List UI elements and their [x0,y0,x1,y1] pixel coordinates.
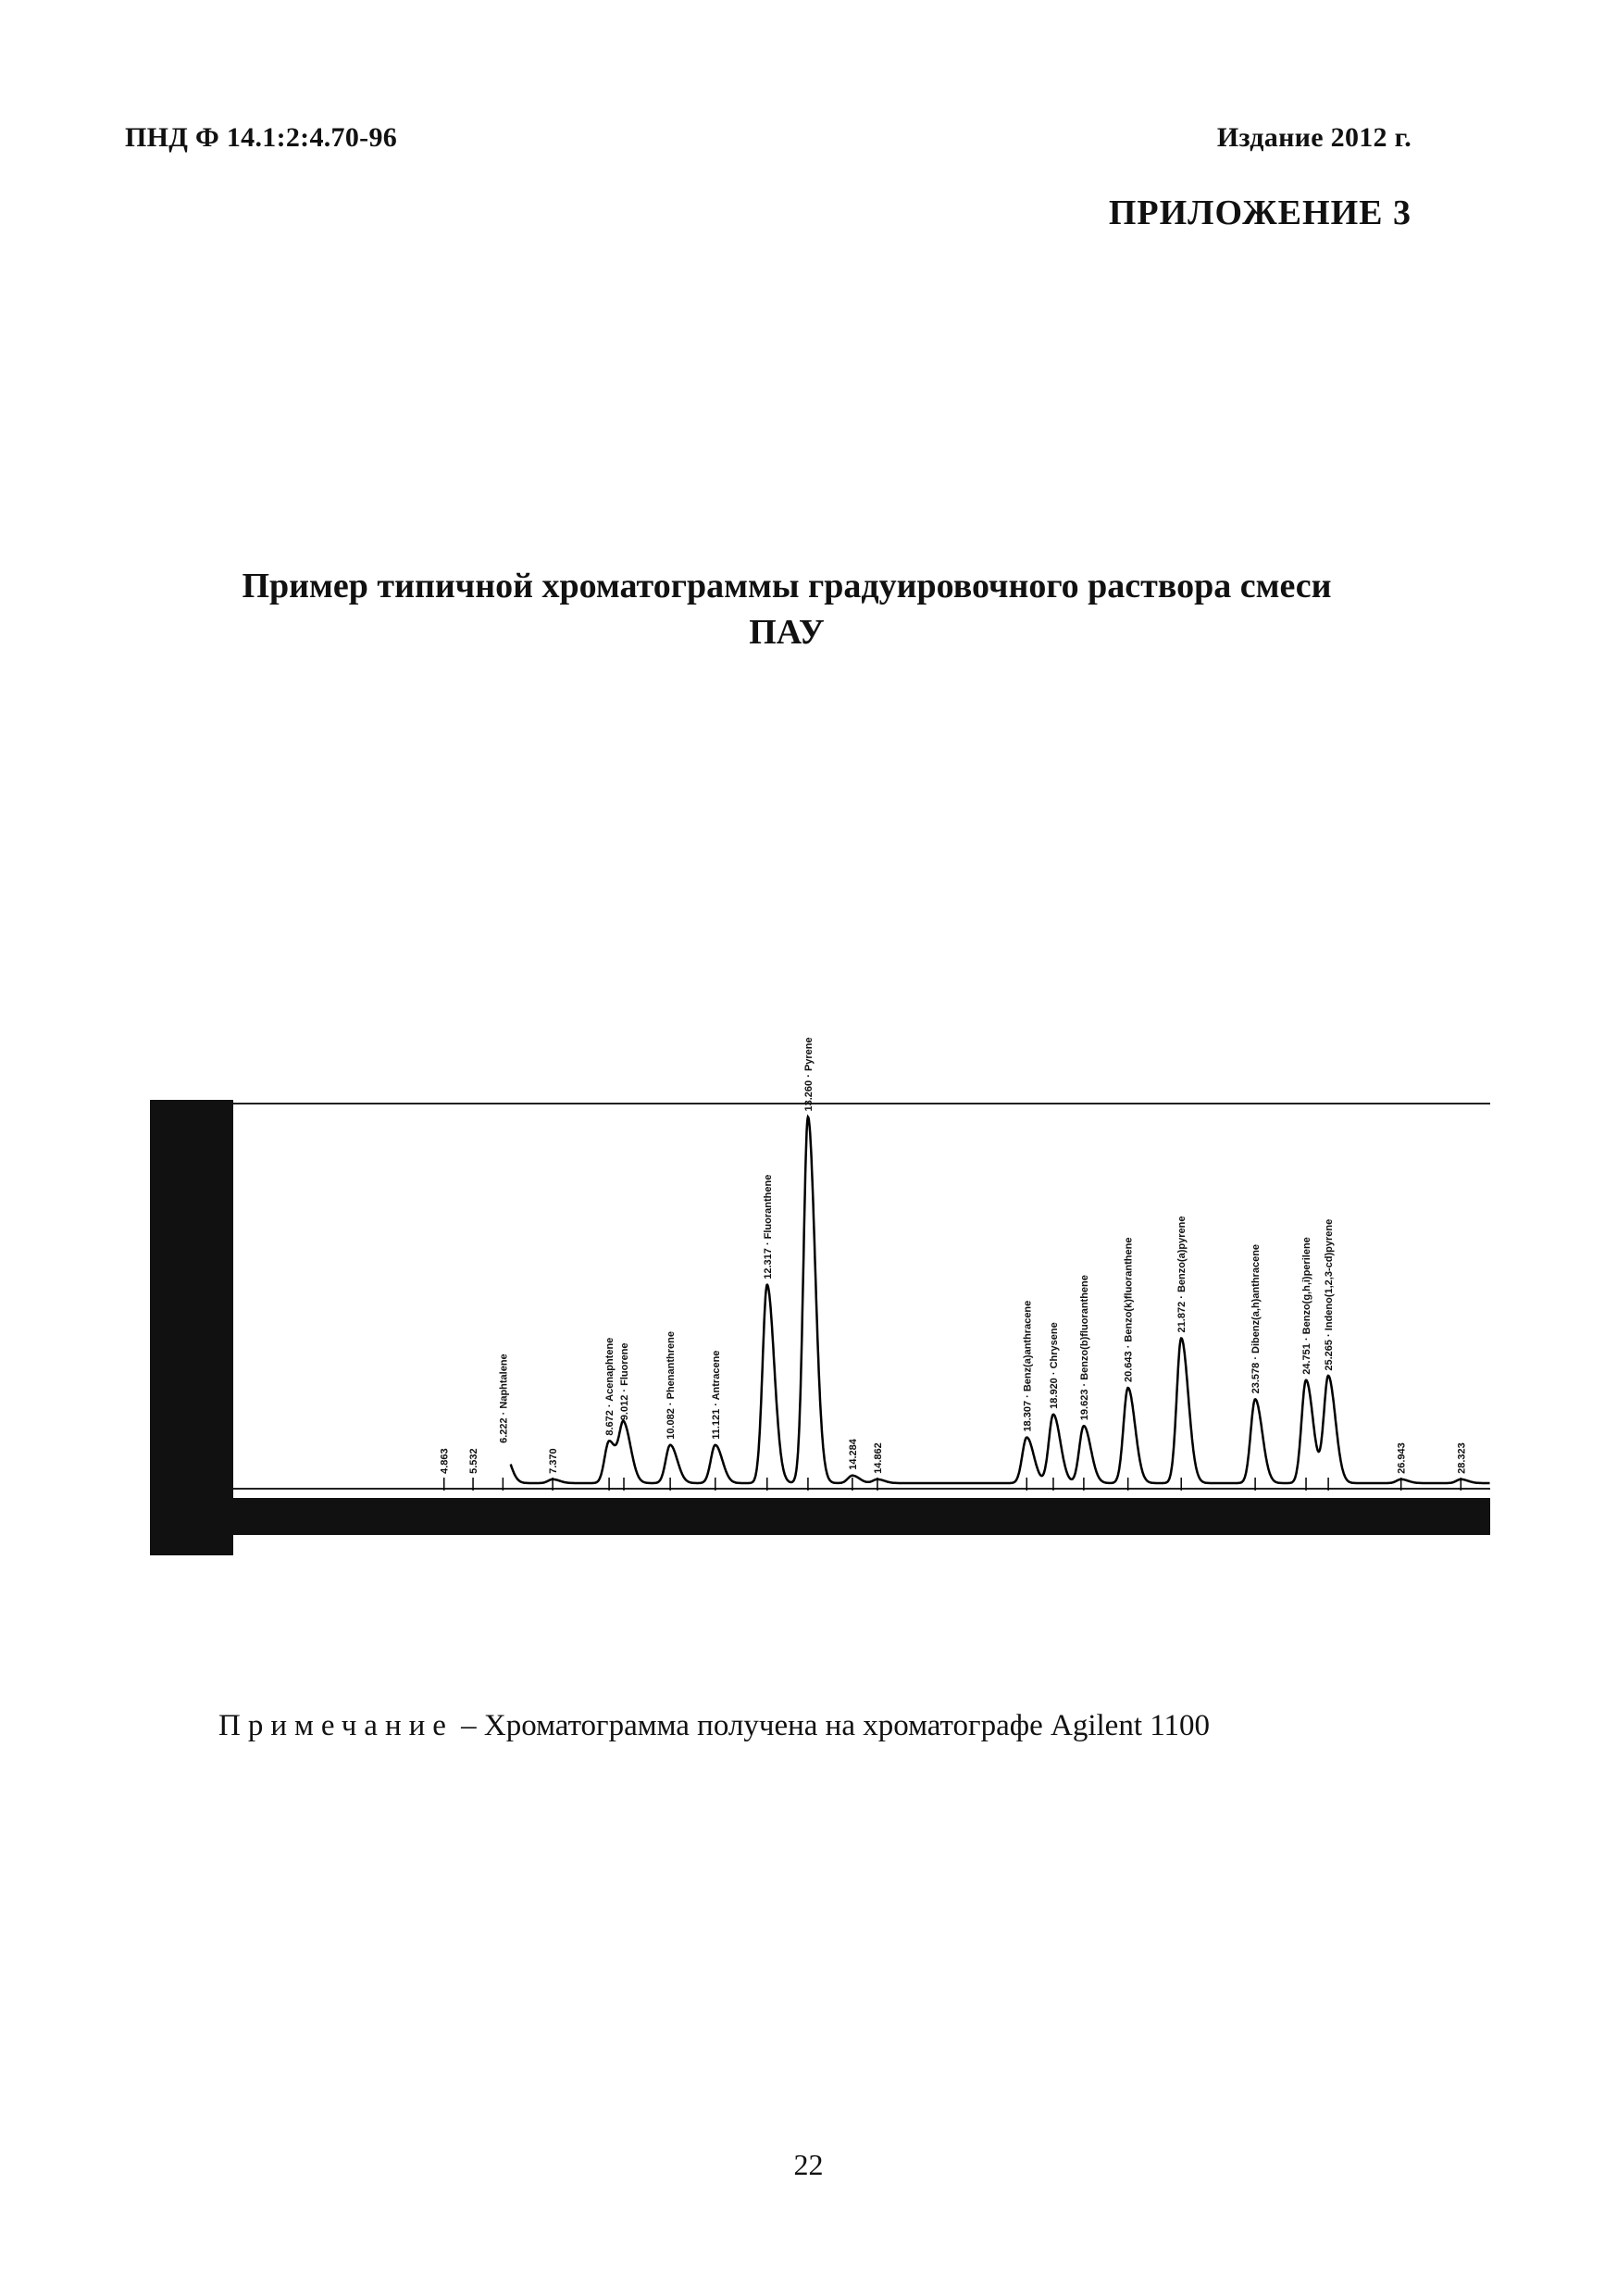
peak-label: 12.317 · Fluoranthene [762,1174,774,1279]
peak-label: 20.643 · Benzo(k)fluoranthene [1123,1237,1135,1382]
note-text: – Хроматограмма получена на хроматографе Agilent 1100 [453,1709,1211,1742]
peak-label: 14.862 [872,1442,884,1474]
chromatogram-figure [150,1037,1490,1555]
peak-label: 7.370 [548,1448,560,1474]
peak-label: 14.284 [847,1439,859,1470]
peak-label: 23.578 · Dibenz(a,h)anthracene [1250,1243,1263,1394]
peak-label: 10.082 · Phenanthrene [665,1331,678,1440]
peak-label: 24.751 · Benzo(g,h,i)perilene [1301,1237,1313,1375]
peak-label: 5.532 [468,1448,480,1474]
peak-label: 18.920 · Chrysene [1048,1322,1060,1409]
page-number: 22 [793,2148,824,2181]
peak-label: 4.863 [439,1448,451,1474]
figure-note [218,1709,1210,1743]
chromatogram-chart [150,1037,1490,1555]
peak-label: 9.012 · Fluorene [619,1342,631,1421]
page-title [148,563,1425,655]
note-prefix: Примечание [218,1709,454,1742]
peak-label: 6.222 · Naphtalene [498,1354,510,1443]
chromatogram-trace [511,1117,1490,1484]
peak-label: 18.307 · Benz(a)anthracene [1022,1300,1034,1432]
bottom-dark-band [150,1498,1490,1535]
peak-label: 28.323 [1456,1442,1468,1474]
document-code: ПНД Ф 14.1:2:4.70-96 [125,122,398,153]
peak-label: 19.623 · Benzo(b)fluoranthene [1078,1275,1090,1421]
peak-label: 26.943 [1396,1442,1408,1474]
title-line-1: Пример типичной хроматограммы градуировочного раствора смеси [242,567,1332,605]
title-line-2: ПАУ [749,613,825,652]
appendix-heading: ПРИЛОЖЕНИЕ 3 [1108,193,1412,232]
peak-label: 13.260 · Pyrene [802,1037,815,1112]
peak-label: 8.672 · Acenaphtene [604,1337,616,1436]
peak-label: 21.872 · Benzo(a)pyrene [1176,1216,1188,1333]
left-dark-band [150,1100,233,1555]
peak-label: 11.121 · Antracene [710,1350,722,1440]
peak-label: 25.265 · Indeno(1,2,3-cd)pyrene [1324,1218,1336,1371]
edition-year: Издание 2012 г. [1216,122,1412,153]
